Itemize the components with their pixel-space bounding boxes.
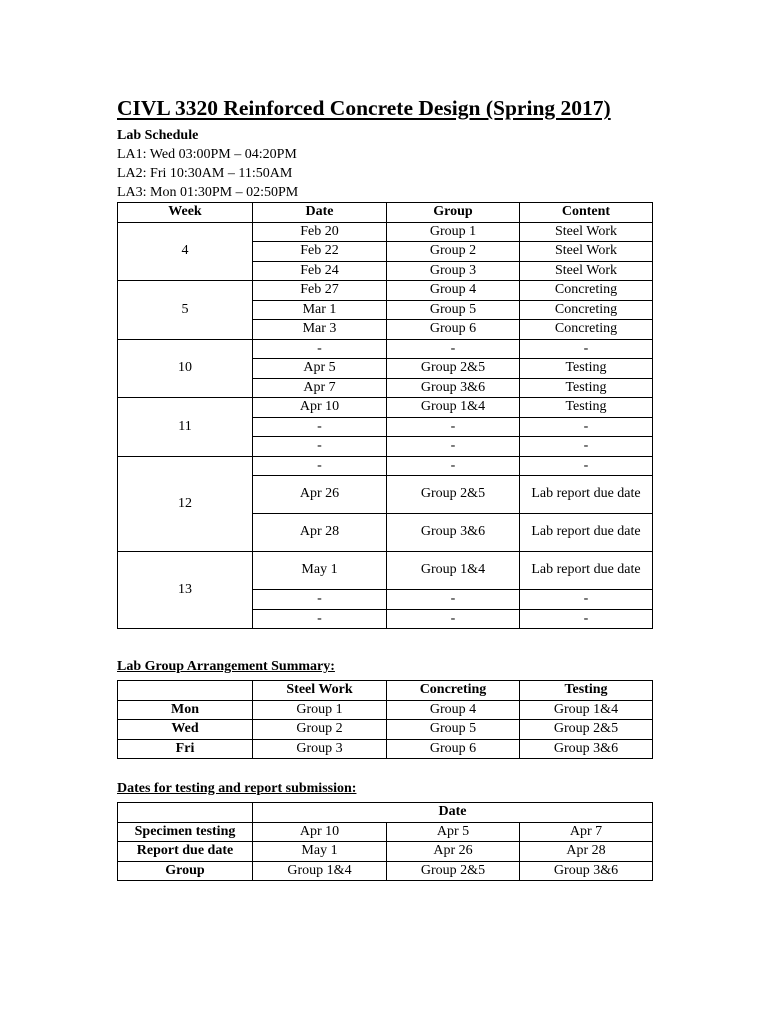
date-cell: Feb 27 — [253, 281, 387, 301]
col-header-week: Week — [118, 203, 253, 223]
table-row — [118, 339, 653, 359]
page-title: CIVL 3320 Reinforced Concrete Design (Spring 2017) — [117, 96, 611, 120]
group-cell: - — [387, 417, 520, 437]
content-cell: - — [520, 417, 653, 437]
table-row — [118, 720, 653, 740]
date-cell: - — [253, 417, 387, 437]
row-label: Group — [118, 861, 253, 881]
lab-schedule-table — [117, 202, 653, 629]
table-cell: Group 3&6 — [520, 739, 653, 759]
table-cell: Group 2 — [253, 720, 387, 740]
group-cell: Group 5 — [387, 300, 520, 320]
content-cell: Steel Work — [520, 222, 653, 242]
date-cell: Feb 20 — [253, 222, 387, 242]
group-cell: Group 6 — [387, 320, 520, 340]
content-cell: - — [520, 437, 653, 457]
col-header-content: Content — [520, 203, 653, 223]
content-cell: Lab report due date — [520, 476, 653, 514]
week-cell: 12 — [118, 456, 253, 552]
group-cell: Group 1&4 — [387, 398, 520, 418]
table-cell: Group 3&6 — [520, 861, 653, 881]
date-cell: - — [253, 339, 387, 359]
content-cell: Testing — [520, 359, 653, 379]
table-cell: Apr 10 — [253, 822, 387, 842]
group-cell: Group 1 — [387, 222, 520, 242]
week-cell: 5 — [118, 281, 253, 340]
lab-session-3: LA3: Mon 01:30PM – 02:50PM — [117, 185, 299, 200]
group-cell: - — [387, 339, 520, 359]
lab-session-1: LA1: Wed 03:00PM – 04:20PM — [117, 147, 297, 162]
testing-dates-table — [117, 802, 653, 881]
group-cell: - — [387, 456, 520, 476]
table-cell: Group 1 — [253, 700, 387, 720]
group-cell: Group 3&6 — [387, 514, 520, 552]
group-cell: Group 2&5 — [387, 476, 520, 514]
date-cell: - — [253, 590, 387, 610]
lab-schedule-heading: Lab Schedule — [117, 128, 199, 143]
col-header-blank — [118, 681, 253, 701]
table-cell: Group 1&4 — [253, 861, 387, 881]
table-cell: Apr 5 — [387, 822, 520, 842]
lab-session-2: LA2: Fri 10:30AM – 11:50AM — [117, 166, 293, 181]
table-cell: Group 1&4 — [520, 700, 653, 720]
col-header-concreting: Concreting — [387, 681, 520, 701]
content-cell: Lab report due date — [520, 514, 653, 552]
date-cell: Apr 7 — [253, 378, 387, 398]
col-header-steel-work: Steel Work — [253, 681, 387, 701]
content-cell: Testing — [520, 398, 653, 418]
date-cell: Mar 1 — [253, 300, 387, 320]
date-cell: Apr 26 — [253, 476, 387, 514]
day-label: Mon — [118, 700, 253, 720]
group-cell: Group 3&6 — [387, 378, 520, 398]
table-header-row — [118, 681, 653, 701]
group-cell: - — [387, 590, 520, 610]
group-cell: Group 2&5 — [387, 359, 520, 379]
table-cell: Group 2&5 — [387, 861, 520, 881]
col-header-group: Group — [387, 203, 520, 223]
table-cell: Apr 28 — [520, 842, 653, 862]
testing-dates-heading: Dates for testing and report submission: — [117, 781, 357, 796]
date-cell: Apr 5 — [253, 359, 387, 379]
table-row — [118, 281, 653, 301]
date-cell: - — [253, 609, 387, 629]
content-cell: - — [520, 339, 653, 359]
date-cell: Apr 28 — [253, 514, 387, 552]
week-cell: 10 — [118, 339, 253, 398]
table-cell: Apr 7 — [520, 822, 653, 842]
content-cell: Concreting — [520, 300, 653, 320]
group-cell: - — [387, 437, 520, 457]
col-header-blank — [118, 803, 253, 823]
group-cell: Group 3 — [387, 261, 520, 281]
group-cell: Group 2 — [387, 242, 520, 262]
content-cell: - — [520, 590, 653, 610]
table-row — [118, 739, 653, 759]
content-cell: Steel Work — [520, 261, 653, 281]
table-cell: Group 6 — [387, 739, 520, 759]
table-header-row — [118, 803, 653, 823]
group-cell: Group 4 — [387, 281, 520, 301]
table-cell: Group 4 — [387, 700, 520, 720]
content-cell: - — [520, 609, 653, 629]
date-cell: Feb 24 — [253, 261, 387, 281]
table-row — [118, 700, 653, 720]
table-cell: Group 2&5 — [520, 720, 653, 740]
content-cell: Concreting — [520, 320, 653, 340]
date-cell: Apr 10 — [253, 398, 387, 418]
table-row — [118, 861, 653, 881]
content-cell: Lab report due date — [520, 552, 653, 590]
row-label: Report due date — [118, 842, 253, 862]
content-cell: - — [520, 456, 653, 476]
content-cell: Steel Work — [520, 242, 653, 262]
row-label: Specimen testing — [118, 822, 253, 842]
table-row — [118, 822, 653, 842]
date-cell: May 1 — [253, 552, 387, 590]
week-cell: 11 — [118, 398, 253, 457]
table-cell: Group 3 — [253, 739, 387, 759]
group-cell: Group 1&4 — [387, 552, 520, 590]
date-cell: Mar 3 — [253, 320, 387, 340]
col-header-testing: Testing — [520, 681, 653, 701]
table-cell: Group 5 — [387, 720, 520, 740]
date-cell: Feb 22 — [253, 242, 387, 262]
arrangement-table — [117, 680, 653, 759]
table-cell: Apr 26 — [387, 842, 520, 862]
document-page — [117, 94, 652, 881]
day-label: Wed — [118, 720, 253, 740]
table-row — [118, 222, 653, 242]
table-row — [118, 552, 653, 590]
table-cell: May 1 — [253, 842, 387, 862]
day-label: Fri — [118, 739, 253, 759]
content-cell: Testing — [520, 378, 653, 398]
col-header-date: Date — [253, 803, 653, 823]
table-row — [118, 398, 653, 418]
content-cell: Concreting — [520, 281, 653, 301]
table-row — [118, 456, 653, 476]
week-cell: 13 — [118, 552, 253, 629]
week-cell: 4 — [118, 222, 253, 281]
date-cell: - — [253, 456, 387, 476]
group-cell: - — [387, 609, 520, 629]
table-header-row — [118, 203, 653, 223]
col-header-date: Date — [253, 203, 387, 223]
arrangement-heading: Lab Group Arrangement Summary: — [117, 659, 335, 674]
date-cell: - — [253, 437, 387, 457]
table-row — [118, 842, 653, 862]
